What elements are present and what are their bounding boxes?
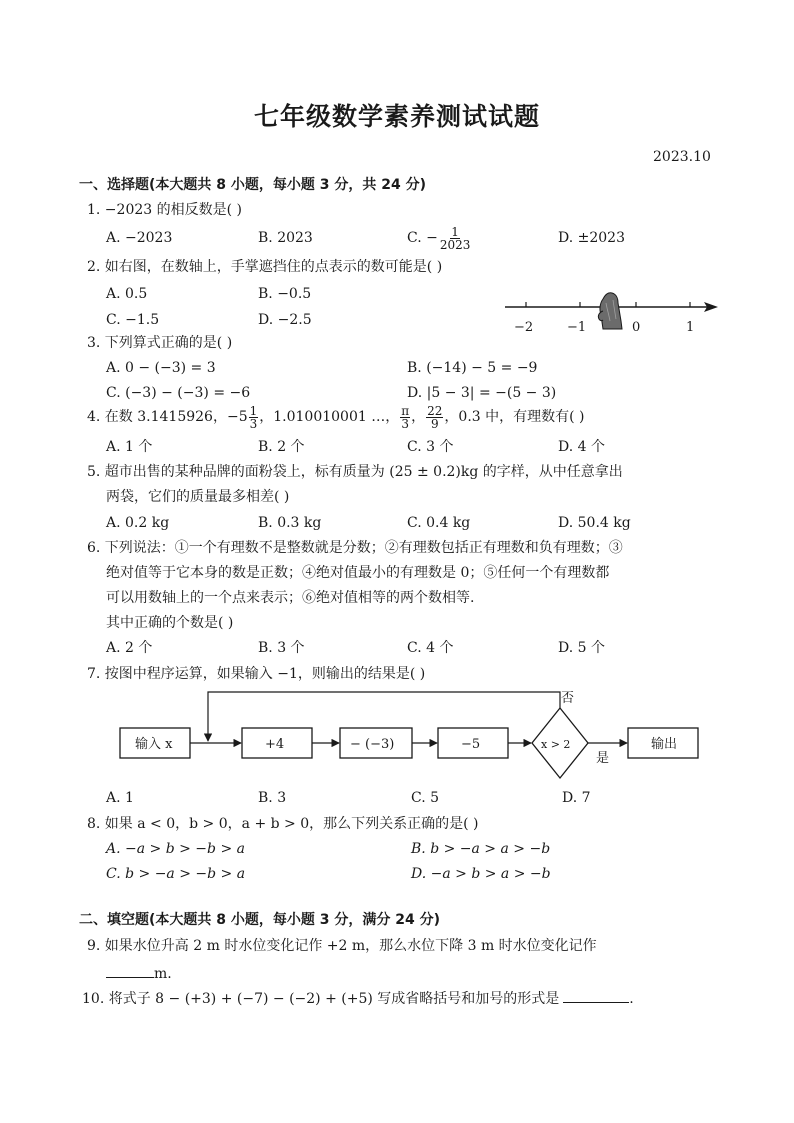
flow-output-label: 输出	[651, 737, 678, 752]
q8-option-b: B. b > −a > a > −b	[411, 841, 551, 857]
q2-option-b: B. −0.5	[258, 286, 312, 302]
q1-option-c-prefix: C. −	[407, 230, 438, 246]
program-flowchart	[118, 688, 708, 788]
q4-part1: 4. 在数 3.1415926，−5	[87, 409, 248, 425]
q1-option-a: A. −2023	[106, 230, 173, 246]
axis-label-0: 0	[632, 320, 641, 335]
q1-c-denominator: 2023	[439, 237, 471, 252]
q3-option-d: D. |5 − 3| = −(5 − 3)	[407, 385, 557, 401]
q4-stem	[87, 402, 585, 432]
q7-option-a: A. 1	[106, 790, 134, 806]
q10-answer-blank[interactable]	[563, 988, 629, 1003]
hand-icon	[598, 293, 622, 329]
q2-stem: 2. 如右图，在数轴上，手掌遮挡住的点表示的数可能是( )	[87, 259, 443, 275]
q7-option-b: B. 3	[258, 790, 287, 806]
flow-yes-label: 是	[596, 751, 610, 766]
q2-option-a: A. 0.5	[106, 286, 148, 302]
q5-option-c: C. 0.4 kg	[407, 515, 471, 531]
q8-option-c: C. b > −a > −b > a	[106, 866, 246, 882]
q4-fraction-one-third	[249, 405, 259, 430]
q5-line1: 5. 超市出售的某种品牌的面粉袋上，标有质量为 (25 ± 0.2)kg 的字样，从中任意拿出	[87, 464, 623, 480]
q3-option-a: A. 0 − (−3) = 3	[106, 360, 216, 376]
q5-option-d: D. 50.4 kg	[558, 515, 631, 531]
q4-option-b: B. 2 个	[258, 439, 305, 455]
axis-label-minus-2: −2	[514, 320, 534, 335]
q1-c-numerator: 1	[451, 224, 459, 239]
q4-f2-numerator: π	[401, 403, 410, 418]
q8-option-d: D. −a > b > a > −b	[411, 866, 551, 882]
q4-option-c: C. 3 个	[407, 439, 454, 455]
number-line-figure	[500, 285, 725, 340]
q6-option-a: A. 2 个	[106, 640, 153, 656]
q8-option-a: A. −a > b > −b > a	[106, 841, 245, 857]
q7-option-c: C. 5	[411, 790, 440, 806]
q4-fraction-pi-third	[400, 405, 410, 430]
q3-stem: 3. 下列算式正确的是( )	[87, 335, 233, 351]
q6-line3: 可以用数轴上的一个点来表示；⑥绝对值相等的两个数相等.	[106, 590, 475, 606]
section2-heading: 二、填空题(本大题共 8 小题，每小题 3 分，满分 24 分)	[79, 912, 441, 928]
q4-part3: ，	[411, 409, 426, 425]
q1-option-d: D. ±2023	[558, 230, 625, 246]
q5-option-b: B. 0.3 kg	[258, 515, 322, 531]
flow-condition-label: x > 2	[541, 738, 571, 751]
q4-option-a: A. 1 个	[106, 439, 153, 455]
q4-f2-denominator: 3	[401, 416, 409, 431]
q10-end: .	[629, 991, 634, 1007]
q5-line2: 两袋，它们的质量最多相差( )	[106, 489, 290, 505]
q8-stem: 8. 如果 a < 0，b > 0，a + b > 0，那么下列关系正确的是( )	[87, 816, 479, 832]
flow-step3-label: −5	[461, 737, 481, 752]
q6-line1: 6. 下列说法：①一个有理数不是整数就是分数；②有理数包括正有理数和负有理数；③	[87, 540, 623, 556]
q1-option-b: B. 2023	[258, 230, 313, 246]
axis-label-minus-1: −1	[567, 320, 587, 335]
flow-loop-back	[208, 692, 560, 741]
flow-step1-label: +4	[265, 737, 285, 752]
q3-option-c: C. (−3) − (−3) = −6	[106, 385, 251, 401]
q10-line	[82, 988, 634, 1008]
q4-f3-denominator: 9	[430, 416, 439, 431]
q6-option-b: B. 3 个	[258, 640, 305, 656]
q1-option-c	[407, 224, 472, 252]
axis-label-1: 1	[686, 320, 695, 335]
q10-stem: 10. 将式子 8 − (+3) + (−7) − (−2) + (+5) 写成省略括号和加号的形式是	[82, 991, 560, 1007]
page-title: 七年级数学素养测试试题	[253, 102, 540, 131]
q4-f1-numerator: 1	[249, 403, 258, 418]
q2-option-d: D. −2.5	[258, 312, 312, 328]
q4-f1-denominator: 3	[249, 416, 258, 431]
q1-option-c-fraction	[439, 226, 472, 251]
q6-option-d: D. 5 个	[558, 640, 605, 656]
q4-part4: ，0.3 中，有理数有( )	[444, 409, 585, 425]
q1-stem: 1. −2023 的相反数是( )	[87, 202, 242, 218]
q9-answer-blank[interactable]	[106, 963, 154, 978]
q7-option-d: D. 7	[562, 790, 591, 806]
section1-heading: 一、选择题(本大题共 8 小题，每小题 3 分，共 24 分)	[79, 177, 427, 193]
q9-line2	[106, 963, 172, 983]
q4-option-d: D. 4 个	[558, 439, 605, 455]
q4-fraction-22-9	[426, 405, 443, 430]
q6-line2: 绝对值等于它本身的数是正数；④绝对值最小的有理数是 0；⑤任何一个有理数都	[106, 565, 610, 581]
flow-step2-label: − (−3)	[350, 737, 395, 752]
q3-option-b: B. (−14) − 5 = −9	[407, 360, 538, 376]
q7-stem: 7. 按图中程序运算，如果输入 −1，则输出的结果是( )	[87, 666, 426, 682]
q4-part2: ，1.010010001 …，	[259, 409, 400, 425]
q9-unit: m.	[154, 966, 172, 982]
q6-option-c: C. 4 个	[407, 640, 454, 656]
q5-option-a: A. 0.2 kg	[106, 515, 170, 531]
q6-line4: 其中正确的个数是( )	[106, 615, 234, 631]
q9-line1: 9. 如果水位升高 2 m 时水位变化记作 +2 m，那么水位下降 3 m 时水位变化记作	[87, 938, 597, 954]
flow-input-label: 输入 x	[135, 737, 173, 752]
q2-option-c: C. −1.5	[106, 312, 160, 328]
exam-date: 2023.10	[653, 149, 711, 165]
flow-no-label: 否	[561, 691, 575, 706]
q4-f3-numerator: 22	[427, 403, 443, 418]
